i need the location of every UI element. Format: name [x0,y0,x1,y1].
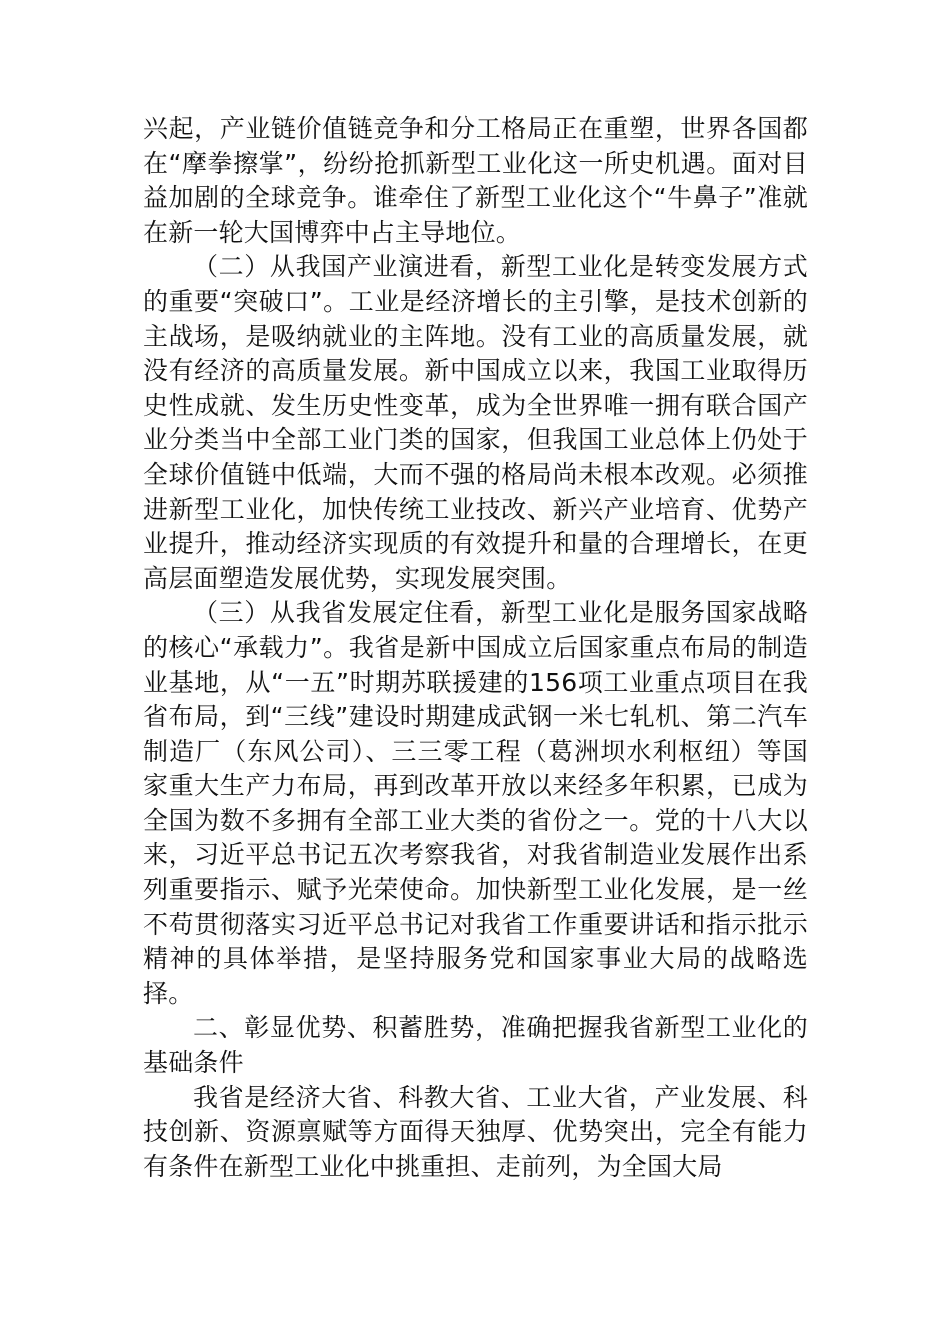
paragraph-body-2: 我省是经济大省、科教大省、工业大省，产业发展、科技创新、资源禀赋等方面得天独厚、优势突出，完全有能力有条件在新型工业化中挑重担、走前列，为全国大局 [143,1082,808,1181]
paragraph-continuation: 兴起，产业链价值链竞争和分工格局正在重塑，世界各国都在“摩拳擦掌”，纷纷抢抓新型工业化这一所史机遇。面对目益加剧的全球竞争。谁牵住了新型工业化这个“牛鼻子”准就在新一轮大国博弈中占主导地位。 [143,114,808,247]
section-heading-2: 二、彰显优势、积蓄胜势，准确把握我省新型工业化的基础条件 [143,1013,808,1078]
paragraph-section-2: （二）从我国产业演进看，新型工业化是转变发展方式的重要“突破口”。工业是经济增长的主引擎，是技术创新的主战场，是吸纳就业的主阵地。没有工业的高质量发展，就没有经济的高质量发展。新中国成立以来，我国工业取得历史性成就、发生历史性变革，成为全世界唯一拥有联合国产业分类当中全部工业门类的国家，但我国工业总体上仍处于全球价值链中低端，大而不强的格局尚未根本改观。必须推进新型工业化，加快传统工业技改、新兴产业培育、优势产业提升，推动经济实现质的有效提升和量的合理增长，在更高层面塑造发展优势，实现发展突围。 [143,252,808,593]
document-body [143,112,808,1184]
paragraph-section-3: （三）从我省发展定住看，新型工业化是服务国家战略的核心“承载力”。我省是新中国成立后国家重点布局的制造业基地，从“一五”时期苏联援建的156项工业重点项目在我省布局，到“三线”建设时期建成武钢一米七轧机、第二汽车制造厂（东风公司）、三三零工程（葛洲坝水利枢纽）等国家重大生产力布局，再到改革开放以来经多年积累，已成为全国为数不多拥有全部工业大类的省份之一。党的十八大以来，习近平总书记五次考察我省，对我省制造业发展作出系列重要指示、赋予光荣使命。加快新型工业化发展，是一丝不苟贯彻落实习近平总书记对我省工作重要讲话和指示批示精神的具体举措，是坚持服务党和国家事业大局的战略选择。 [143,598,808,1008]
